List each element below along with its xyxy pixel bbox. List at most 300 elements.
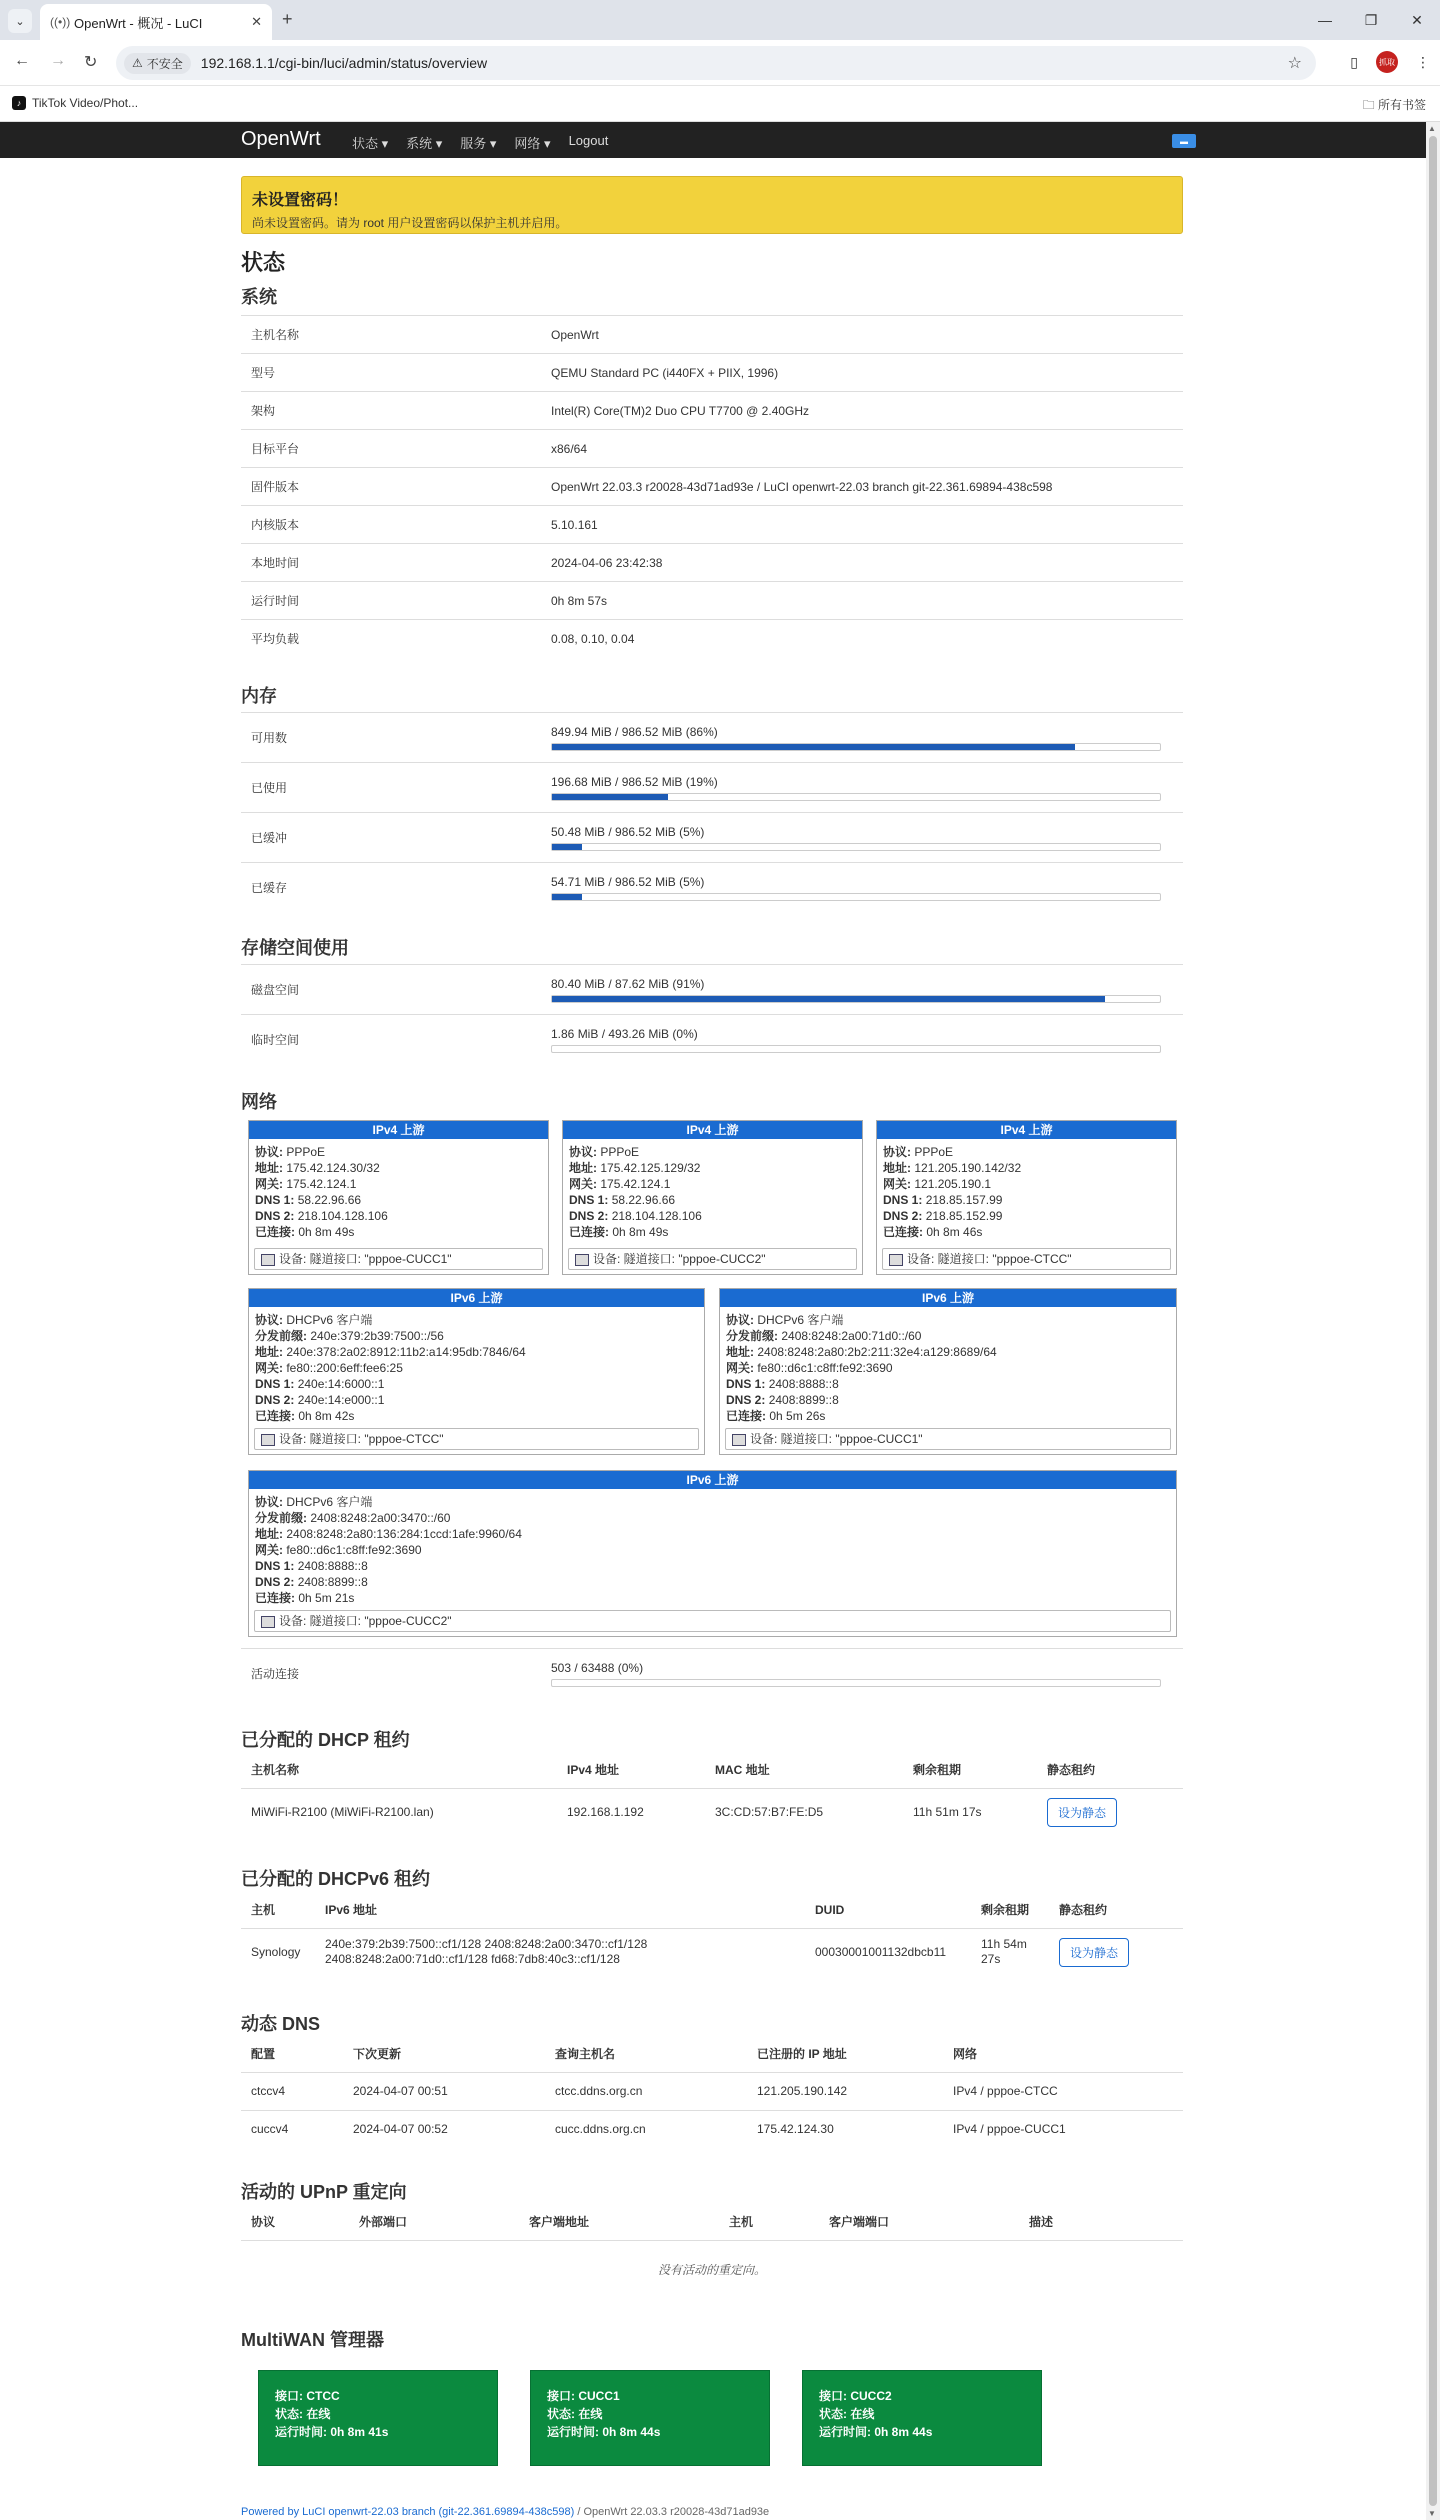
upstream-field: 协议: xyxy=(726,1313,754,1327)
upstream-details xyxy=(720,1307,1176,1429)
main-menu xyxy=(352,133,608,152)
progress-label: 54.71 MiB / 986.52 MiB (5%) xyxy=(551,874,705,889)
upnp-col: 协议 xyxy=(241,2204,349,2240)
row-key: 运行时间 xyxy=(251,594,300,608)
upstream-value: 175.42.124.1 xyxy=(600,1177,671,1191)
upstream-value: 240e:14:6000::1 xyxy=(297,1377,385,1391)
system-table xyxy=(241,315,1183,657)
dhcp6-col: 静态租约 xyxy=(1049,1892,1183,1928)
progress-fill xyxy=(552,744,1075,750)
multiwan-card xyxy=(258,2370,498,2466)
upstream-title: IPv4 上游 xyxy=(563,1121,862,1139)
reload-icon[interactable]: ↻ xyxy=(84,54,98,71)
alert-body: 尚未设置密码。请为 root 用户设置密码以保护主机并启用。 xyxy=(252,216,568,230)
row-key: 可用数 xyxy=(251,731,288,745)
dhcp6-col: IPv6 地址 xyxy=(315,1892,805,1928)
upstream-value: fe80::d6c1:c8ff:fe92:3690 xyxy=(757,1361,893,1375)
table-row xyxy=(241,812,1183,862)
upstream-line xyxy=(255,1542,1170,1558)
upstream-value: 2408:8899::8 xyxy=(768,1393,839,1407)
upstream-line xyxy=(569,1224,856,1240)
upstream-line xyxy=(255,1510,1170,1526)
tunnel-interface-icon xyxy=(261,1434,275,1446)
insecure-label: 不安全 xyxy=(146,56,183,71)
row-value: 0h 8m 57s xyxy=(551,593,608,608)
close-window-icon[interactable]: ✕ xyxy=(1411,12,1423,28)
upstream-title: IPv6 上游 xyxy=(249,1289,704,1307)
dhcp6-lease-line2: 27s xyxy=(981,1952,1001,1967)
upstream-details xyxy=(249,1139,548,1245)
network-boxes xyxy=(241,1120,1183,1640)
row-value: OpenWrt 22.03.3 r20028-43d71ad93e / LuCI openwrt-22.03 branch git-22.361.69894-438c598 xyxy=(551,479,1053,494)
upstream-field: DNS 2: xyxy=(883,1209,923,1223)
upstream-device[interactable] xyxy=(725,1428,1171,1450)
menu-system[interactable]: 系统 ▾ xyxy=(406,136,443,151)
dhcp-ipv4: 192.168.1.192 xyxy=(557,1788,705,1836)
set-static-button[interactable]: 设为静态 xyxy=(1047,1798,1117,1827)
set-static-button[interactable]: 设为静态 xyxy=(1059,1938,1129,1967)
progress-label: 80.40 MiB / 87.62 MiB (91%) xyxy=(551,976,705,991)
row-key: 已缓存 xyxy=(251,881,288,895)
dhcp-lease: 11h 51m 17s xyxy=(903,1788,1037,1836)
upstream-device-label: 设备: 隧道接口: "pppoe-CUCC2" xyxy=(279,1614,452,1628)
upstream-box xyxy=(562,1120,863,1275)
upstream-field: DNS 2: xyxy=(726,1393,766,1407)
upstream-value: 240e:379:2b39:7500::/56 xyxy=(310,1329,444,1343)
ddns-cell: ctccv4 xyxy=(241,2072,343,2110)
table-row xyxy=(241,581,1183,619)
upstream-field: DNS 2: xyxy=(255,1393,295,1407)
dhcp-table xyxy=(241,1752,1183,1836)
upstream-value: 175.42.124.30/32 xyxy=(286,1161,380,1175)
scroll-down-icon[interactable]: ▼ xyxy=(1428,2509,1436,2518)
dhcp-mac: 3C:CD:57:B7:FE:D5 xyxy=(705,1788,903,1836)
upstream-field: 已连接: xyxy=(255,1591,295,1605)
row-key: 已缓冲 xyxy=(251,831,288,845)
dhcp-col: 静态租约 xyxy=(1037,1752,1183,1788)
window-controls xyxy=(1302,6,1440,34)
progress-bar xyxy=(551,975,1161,1005)
insecure-badge[interactable] xyxy=(124,53,191,74)
upstream-field: 网关: xyxy=(726,1361,754,1375)
multiwan-iface: 接口: CTCC xyxy=(275,2389,340,2403)
menu-services[interactable]: 服务 ▾ xyxy=(460,136,497,151)
upstream-title: IPv4 上游 xyxy=(249,1121,548,1139)
minimize-icon[interactable]: — xyxy=(1318,12,1332,28)
upstream-field: DNS 2: xyxy=(255,1209,295,1223)
upstream-field: 地址: xyxy=(883,1161,911,1175)
upstream-value: 218.104.128.106 xyxy=(611,1209,702,1223)
progress-label: 503 / 63488 (0%) xyxy=(551,1660,644,1675)
page-scrollbar[interactable] xyxy=(1426,122,1440,2520)
tiktok-icon: ♪ xyxy=(12,96,26,110)
upstream-device-label: 设备: 隧道接口: "pppoe-CUCC1" xyxy=(279,1252,452,1266)
upstream-line xyxy=(726,1392,1170,1408)
table-row xyxy=(241,712,1183,762)
toolbar-right xyxy=(1350,51,1430,73)
row-value: QEMU Standard PC (i440FX + PIIX, 1996) xyxy=(551,365,779,380)
upstream-line xyxy=(726,1408,1170,1424)
multiwan-status: 状态: 在线 xyxy=(819,2407,875,2421)
all-bookmarks-label: 所有书签 xyxy=(1377,98,1426,112)
upstream-line xyxy=(255,1208,542,1224)
progress-bar xyxy=(551,873,1161,903)
progress-bar xyxy=(551,823,1161,853)
table-row xyxy=(241,505,1183,543)
tunnel-interface-icon xyxy=(261,1254,275,1266)
upstream-field: 地址: xyxy=(255,1345,283,1359)
upstream-value: PPPoE xyxy=(600,1145,640,1159)
upstream-value: 2408:8888::8 xyxy=(297,1559,368,1573)
upstream-value: 0h 8m 49s xyxy=(612,1225,669,1239)
upstream-value: 218.85.157.99 xyxy=(925,1193,1003,1207)
progress-bar xyxy=(551,1025,1161,1055)
dhcp6-lease-line1: 11h 54m xyxy=(981,1937,1027,1952)
upstream-line xyxy=(255,1558,1170,1574)
upstream-value: 218.104.128.106 xyxy=(297,1209,388,1223)
row-key: 临时空间 xyxy=(251,1033,300,1047)
row-key: 目标平台 xyxy=(251,442,300,456)
multiwan-status: 状态: 在线 xyxy=(547,2407,603,2421)
upstream-value: PPPoE xyxy=(914,1145,954,1159)
upstream-value: 121.205.190.1 xyxy=(914,1177,992,1191)
upstream-field: 分发前缀: xyxy=(255,1329,307,1343)
luci-navbar xyxy=(0,122,1440,158)
ddns-col: 配置 xyxy=(241,2036,343,2072)
multiwan-card xyxy=(802,2370,1042,2466)
upstream-line xyxy=(255,1392,698,1408)
progress-track xyxy=(551,893,1161,901)
upstream-box xyxy=(248,1470,1177,1637)
upstream-line xyxy=(255,1224,542,1240)
menu-status[interactable]: 状态 ▾ xyxy=(352,136,389,151)
upstream-line xyxy=(255,1312,698,1328)
openwrt-favicon-icon: ((•)) xyxy=(50,15,71,29)
upstream-value: 58.22.96.66 xyxy=(611,1193,676,1207)
row-value: 5.10.161 xyxy=(551,517,598,532)
new-tab-icon[interactable]: + xyxy=(282,9,293,29)
brand-logo[interactable]: OpenWrt xyxy=(241,128,321,150)
all-bookmarks[interactable] xyxy=(1363,96,1426,117)
progress-track xyxy=(551,743,1161,751)
table-row xyxy=(241,964,1183,1014)
upstream-field: 已连接: xyxy=(255,1225,295,1239)
table-row xyxy=(241,315,1183,353)
upstream-device[interactable] xyxy=(254,1610,1171,1632)
row-key: 主机名称 xyxy=(251,328,300,342)
progress-label: 196.68 MiB / 986.52 MiB (19%) xyxy=(551,774,718,789)
table-row xyxy=(241,619,1183,657)
dhcp6-addr-line2: 2408:8248:2a00:71d0::cf1/128 fd68:7db8:40c3::cf1/128 xyxy=(325,1952,620,1967)
table-row xyxy=(241,2110,1183,2148)
upstream-device-label: 设备: 隧道接口: "pppoe-CUCC2" xyxy=(593,1252,766,1266)
upstream-value: 240e:378:2a02:8912:11b2:a14:95db:7846/64 xyxy=(286,1345,526,1359)
multiwan-card xyxy=(530,2370,770,2466)
upstream-field: DNS 1: xyxy=(569,1193,609,1207)
progress-track xyxy=(551,1045,1161,1053)
upstream-line xyxy=(883,1176,1170,1192)
upnp-heading: 活动的 UPnP 重定向 xyxy=(241,2182,407,2202)
row-key: 活动连接 xyxy=(251,1667,300,1681)
upstream-line xyxy=(726,1376,1170,1392)
ddns-cell: 175.42.124.30 xyxy=(747,2110,943,2148)
dhcp-col: MAC 地址 xyxy=(705,1752,903,1788)
row-key: 平均负载 xyxy=(251,632,300,646)
luci-footer-link[interactable]: Powered by LuCI openwrt-22.03 branch (git-22.361.69894-438c598) xyxy=(241,2506,575,2518)
upstream-field: 已连接: xyxy=(883,1225,923,1239)
multiwan-uptime: 运行时间: 0h 8m 44s xyxy=(819,2425,933,2439)
upstream-line xyxy=(569,1192,856,1208)
browser-tab[interactable] xyxy=(40,4,272,40)
multiwan-iface: 接口: CUCC2 xyxy=(819,2389,892,2403)
row-value: Intel(R) Core(TM)2 Duo CPU T7700 @ 2.40GHz xyxy=(551,403,810,418)
ddns-col: 查询主机名 xyxy=(545,2036,747,2072)
dhcp-col: 剩余租期 xyxy=(903,1752,1037,1788)
upstream-field: 地址: xyxy=(569,1161,597,1175)
upstream-value: 2408:8899::8 xyxy=(297,1575,368,1589)
upstream-line xyxy=(726,1360,1170,1376)
tab-search-icon[interactable]: ⌄ xyxy=(8,9,32,33)
alert-title: 未设置密码！ xyxy=(252,192,349,209)
sidebar-icon[interactable]: ▯ xyxy=(1350,53,1358,70)
ddns-cell: ctcc.ddns.org.cn xyxy=(545,2072,747,2110)
upstream-line xyxy=(255,1328,698,1344)
progress-bar xyxy=(551,773,1161,803)
upstream-value: 0h 8m 49s xyxy=(298,1225,355,1239)
scroll-up-icon[interactable]: ▲ xyxy=(1428,124,1436,133)
upstream-device-label: 设备: 隧道接口: "pppoe-CUCC1" xyxy=(750,1432,923,1446)
upstream-line xyxy=(255,1360,698,1376)
upnp-col: 客户端端口 xyxy=(819,2204,1019,2240)
table-row xyxy=(241,429,1183,467)
table-row xyxy=(241,1648,1183,1698)
multiwan-iface: 接口: CUCC1 xyxy=(547,2389,620,2403)
back-icon[interactable]: ← xyxy=(14,52,30,69)
upstream-field: 网关: xyxy=(569,1177,597,1191)
upstream-field: 协议: xyxy=(255,1313,283,1327)
row-value: 0.08, 0.10, 0.04 xyxy=(551,631,635,646)
upstream-line xyxy=(255,1144,542,1160)
table-row xyxy=(241,2072,1183,2110)
bookmark-tiktok[interactable] xyxy=(12,96,138,110)
progress-track xyxy=(551,793,1161,801)
table-row xyxy=(241,353,1183,391)
upstream-value: 0h 8m 42s xyxy=(298,1409,355,1423)
upstream-device[interactable] xyxy=(254,1248,543,1270)
bookmark-star-icon[interactable]: ☆ xyxy=(1287,55,1302,72)
address-bar-row xyxy=(0,40,1440,86)
upstream-value: 175.42.125.129/32 xyxy=(600,1161,701,1175)
kebab-menu-icon[interactable]: ⋮ xyxy=(1416,53,1430,70)
ddns-col: 下次更新 xyxy=(343,2036,545,2072)
page-viewport xyxy=(0,122,1440,2520)
scrollbar-thumb[interactable] xyxy=(1429,136,1437,2506)
upstream-line xyxy=(255,1526,1170,1542)
upstream-device[interactable] xyxy=(882,1248,1171,1270)
close-tab-icon[interactable]: ✕ xyxy=(251,14,262,29)
upstream-value: 175.42.124.1 xyxy=(286,1177,357,1191)
memory-table xyxy=(241,712,1183,912)
upstream-field: 已连接: xyxy=(255,1409,295,1423)
upstream-device[interactable] xyxy=(254,1428,699,1450)
upstream-title: IPv4 上游 xyxy=(877,1121,1176,1139)
upstream-line xyxy=(255,1192,542,1208)
multiwan-uptime: 运行时间: 0h 8m 41s xyxy=(275,2425,389,2439)
upstream-field: 协议: xyxy=(883,1145,911,1159)
upstream-line xyxy=(255,1160,542,1176)
upstream-box xyxy=(248,1120,549,1275)
row-key: 已使用 xyxy=(251,781,288,795)
upstream-line xyxy=(883,1208,1170,1224)
upstream-line xyxy=(726,1344,1170,1360)
row-key: 磁盘空间 xyxy=(251,983,300,997)
progress-bar xyxy=(551,723,1161,753)
menu-network[interactable]: 网络 ▾ xyxy=(514,136,551,151)
dhcp6-col: 剩余租期 xyxy=(971,1892,1049,1928)
dhcp6-duid: 00030001001132dbcb11 xyxy=(805,1928,971,1976)
upstream-box xyxy=(876,1120,1177,1275)
upstream-details xyxy=(877,1139,1176,1245)
upstream-line xyxy=(569,1160,856,1176)
progress-fill xyxy=(552,996,1105,1002)
upstream-line xyxy=(569,1208,856,1224)
upstream-box xyxy=(248,1288,705,1455)
upstream-field: 分发前缀: xyxy=(726,1329,778,1343)
upstream-field: DNS 1: xyxy=(255,1193,295,1207)
multiwan-uptime: 运行时间: 0h 8m 44s xyxy=(547,2425,661,2439)
ddns-cell: 2024-04-07 00:51 xyxy=(343,2072,545,2110)
upnp-table xyxy=(241,2204,1183,2298)
ddns-table xyxy=(241,2036,1183,2148)
upstream-value: 2408:8888::8 xyxy=(768,1377,839,1391)
upstream-value: 0h 5m 26s xyxy=(769,1409,826,1423)
table-row xyxy=(241,1014,1183,1064)
progress-fill xyxy=(552,794,668,800)
upstream-field: DNS 1: xyxy=(883,1193,923,1207)
upstream-value: fe80::d6c1:c8ff:fe92:3690 xyxy=(286,1543,422,1557)
upstream-field: 网关: xyxy=(255,1361,283,1375)
ddns-heading: 动态 DNS xyxy=(241,2014,321,2034)
active-connections xyxy=(241,1648,1183,1698)
dhcp-heading: 已分配的 DHCP 租约 xyxy=(241,1730,410,1750)
dhcp6-addr-line1: 240e:379:2b39:7500::cf1/128 2408:8248:2a00:3470::cf1/128 xyxy=(325,1937,648,1952)
upstream-field: 地址: xyxy=(255,1527,283,1541)
upstream-line xyxy=(255,1176,542,1192)
multiwan-status: 状态: 在线 xyxy=(275,2407,331,2421)
dhcp6-table xyxy=(241,1892,1183,1976)
tunnel-interface-icon xyxy=(261,1616,275,1628)
footer xyxy=(241,2506,769,2518)
ddns-cell: IPv4 / pppoe-CTCC xyxy=(943,2072,1183,2110)
upstream-value: DHCPv6 客户端 xyxy=(286,1313,373,1327)
row-key: 型号 xyxy=(251,366,276,380)
memory-heading: 内存 xyxy=(241,686,277,706)
upstream-line xyxy=(255,1590,1170,1606)
restore-icon[interactable]: ❐ xyxy=(1364,12,1378,28)
upnp-empty: 没有活动的重定向。 xyxy=(241,2240,1183,2298)
progress-fill xyxy=(552,894,582,900)
upstream-field: 网关: xyxy=(255,1177,283,1191)
folder-icon: 🗀 xyxy=(1362,98,1378,112)
multiwan-cards xyxy=(241,2370,1183,2470)
row-key: 内核版本 xyxy=(251,518,300,532)
multiwan-heading: MultiWAN 管理器 xyxy=(241,2330,384,2350)
upstream-title: IPv6 上游 xyxy=(249,1471,1176,1489)
dhcp6-host: Synology xyxy=(241,1928,315,1976)
storage-table xyxy=(241,964,1183,1064)
dhcp-col: 主机名称 xyxy=(241,1752,557,1788)
upstream-field: DNS 1: xyxy=(255,1377,295,1391)
upstream-line xyxy=(255,1408,698,1424)
changes-indicator-icon[interactable]: ▬ xyxy=(1172,134,1196,148)
upnp-col: 外部端口 xyxy=(349,2204,519,2240)
table-row xyxy=(241,543,1183,581)
upstream-line xyxy=(883,1160,1170,1176)
upstream-title: IPv6 上游 xyxy=(720,1289,1176,1307)
dhcp6-heading: 已分配的 DHCPv6 租约 xyxy=(241,1869,431,1889)
table-row xyxy=(241,1788,1183,1836)
upnp-col: 客户端地址 xyxy=(519,2204,719,2240)
upstream-device-label: 设备: 隧道接口: "pppoe-CTCC" xyxy=(907,1252,1072,1266)
row-key: 本地时间 xyxy=(251,556,300,570)
tab-title: OpenWrt - 概况 - LuCI xyxy=(74,15,203,31)
profile-avatar[interactable]: 抓取 xyxy=(1376,51,1398,73)
upstream-value: DHCPv6 客户端 xyxy=(757,1313,844,1327)
upnp-col: 描述 xyxy=(1019,2204,1183,2240)
upstream-box xyxy=(719,1288,1177,1455)
upstream-value: 2408:8248:2a80:2b2:211:32e4:a129:8689/64 xyxy=(757,1345,997,1359)
row-value: 2024-04-06 23:42:38 xyxy=(551,555,663,570)
tunnel-interface-icon xyxy=(732,1434,746,1446)
forward-icon[interactable]: → xyxy=(50,52,66,69)
upstream-line xyxy=(883,1224,1170,1240)
ddns-cell: 121.205.190.142 xyxy=(747,2072,943,2110)
upstream-field: 协议: xyxy=(255,1495,283,1509)
table-row xyxy=(241,391,1183,429)
upstream-field: 网关: xyxy=(883,1177,911,1191)
upstream-value: 2408:8248:2a00:71d0::/60 xyxy=(781,1329,922,1343)
progress-bar xyxy=(551,1659,1161,1689)
url-text[interactable]: 192.168.1.1/cgi-bin/luci/admin/status/overview xyxy=(200,55,488,71)
upstream-value: 121.205.190.142/32 xyxy=(914,1161,1022,1175)
menu-logout[interactable]: Logout xyxy=(568,133,609,148)
upstream-device-label: 设备: 隧道接口: "pppoe-CTCC" xyxy=(279,1432,444,1446)
upstream-details xyxy=(563,1139,862,1245)
upstream-value: 218.85.152.99 xyxy=(925,1209,1003,1223)
upstream-field: DNS 1: xyxy=(726,1377,766,1391)
upstream-line xyxy=(883,1192,1170,1208)
storage-heading: 存储空间使用 xyxy=(241,938,349,958)
ddns-col: 已注册的 IP 地址 xyxy=(747,2036,943,2072)
upstream-device[interactable] xyxy=(568,1248,857,1270)
warning-icon: ⚠ xyxy=(132,56,143,70)
upstream-field: 协议: xyxy=(255,1145,283,1159)
upstream-line xyxy=(726,1312,1170,1328)
ddns-cell: cuccv4 xyxy=(241,2110,343,2148)
upstream-field: 分发前缀: xyxy=(255,1511,307,1525)
omnibox[interactable] xyxy=(116,46,1316,80)
browser-tabbar xyxy=(0,0,1440,40)
upstream-value: 0h 8m 46s xyxy=(926,1225,983,1239)
dhcp-hostname: MiWiFi-R2100 (MiWiFi-R2100.lan) xyxy=(241,1788,557,1836)
ddns-cell: IPv4 / pppoe-CUCC1 xyxy=(943,2110,1183,2148)
bookmarks-bar xyxy=(0,86,1440,122)
ddns-col: 网络 xyxy=(943,2036,1183,2072)
upstream-field: 地址: xyxy=(255,1161,283,1175)
dhcp6-col: DUID xyxy=(805,1892,971,1928)
footer-version: / OpenWrt 22.03.3 r20028-43d71ad93e xyxy=(574,2506,770,2518)
ddns-cell: cucc.ddns.org.cn xyxy=(545,2110,747,2148)
